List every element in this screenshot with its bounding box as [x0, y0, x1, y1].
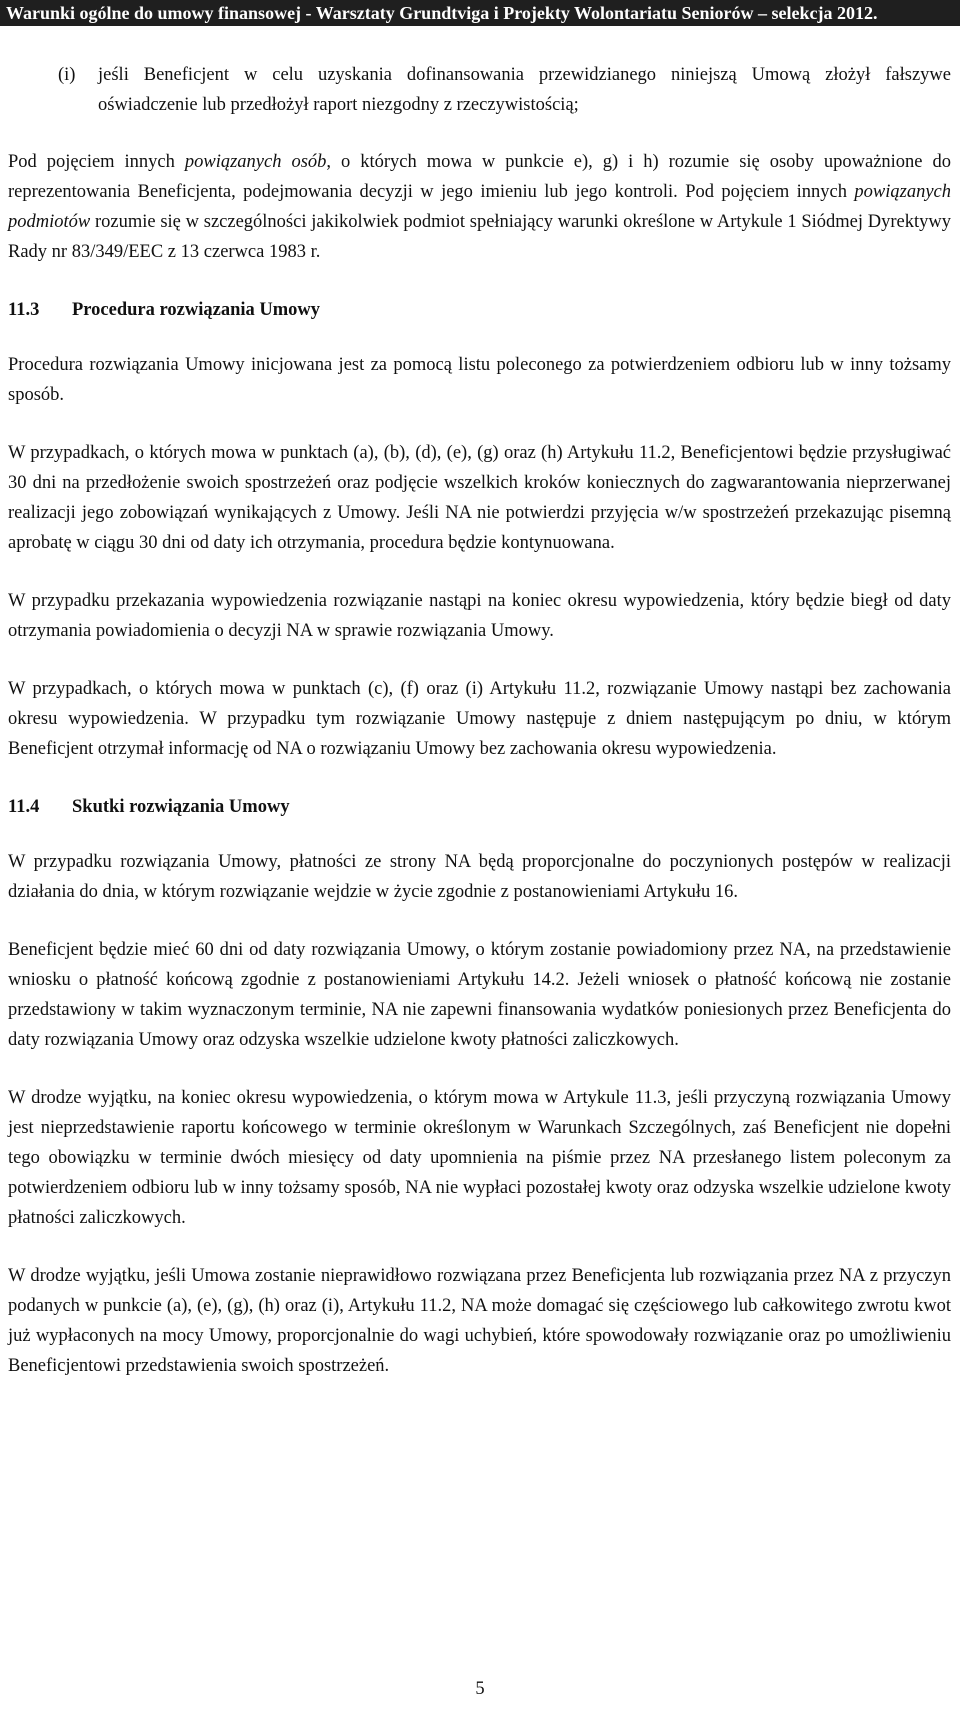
paragraph: Beneficjent będzie mieć 60 dni od daty rozwiązania Umowy, o którym zostanie powiadomiony przez NA, na przedstawienie wniosku o płatność końcową zgodnie z postanowieniami Artykułu 14.2. Jeżeli wniosek o płatność końcową nie zostanie przedstawiony w takim wyznaczonym terminie, NA nie zapewni finansowania wydatków poniesionych przez Beneficjenta do daty rozwiązania Umowy oraz odzyska wszelkie udzielone kwoty płatności zaliczkowych. [8, 940, 951, 1050]
section-title: Skutki rozwiązania Umowy [72, 797, 290, 817]
text-run: , o których mowa w punkcie e), g) i h) rozumie się osoby upoważnione do reprezentowania Beneficjenta, podejmowania decyzji w jego imieniu lub jego kontroli. Pod pojęciem innych [8, 152, 951, 202]
running-header-title: Warunki ogólne do umowy finansowej - Warsztaty Grundtviga i Projekty Wolontariatu Seniorów – selekcja 2012. [6, 3, 878, 23]
paragraph: Procedura rozwiązania Umowy inicjowana jest za pomocą listu poleconego za potwierdzeniem odbioru lub w inny tożsamy sposób. [8, 355, 951, 405]
section-heading-11-3 [8, 295, 951, 325]
italic-term-related-persons: powiązanych osób [184, 152, 327, 172]
italic-term-related-entities: powiązanych podmiotów [8, 182, 951, 232]
section-number: 11.4 [8, 797, 40, 817]
section-heading-11-4 [8, 792, 951, 822]
text-run: rozumie się w szczególności jakikolwiek podmiot spełniający warunki określone w Artykule 1 Siódmej Dyrektywy Rady nr 83/349/EEC z 13 czerwca 1983 r. [8, 212, 951, 262]
paragraph: W przypadku przekazania wypowiedzenia rozwiązanie nastąpi na koniec okresu wypowiedzenia, który będzie biegł od daty otrzymania powiadomienia o decyzji NA w sprawie rozwiązania Umowy. [8, 591, 951, 641]
paragraph: W przypadku rozwiązania Umowy, płatności ze strony NA będą proporcjonalne do poczynionych postępów w realizacji działania do dnia, w którym rozwiązanie wejdzie w życie zgodnie z postanowieniami Artykułu 16. [8, 852, 951, 902]
section-title: Procedura rozwiązania Umowy [72, 300, 320, 320]
document-body [8, 60, 951, 1409]
paragraph: W drodze wyjątku, jeśli Umowa zostanie nieprawidłowo rozwiązana przez Beneficjenta lub rozwiązania przez NA z przyczyn podanych w punkcie (a), (e), (g), (h) oraz (i), Artykułu 11.2, NA może domagać się częściowego lub całkowitego zwrotu kwot już wypłaconych na mocy Umowy, proporcjonalnie do wagi uchybień, które spowodowały rozwiązanie oraz po umożliwieniu Beneficjentowi przedstawienia swoich spostrzeżeń. [8, 1266, 951, 1376]
list-item-text: jeśli Beneficjent w celu uzyskania dofinansowania przewidzianego niniejszą Umową złożył fałszywe oświadczenie lub przedłożył raport niezgodny z rzeczywistością; [98, 65, 951, 115]
paragraph: W przypadkach, o których mowa w punktach (c), (f) oraz (i) Artykułu 11.2, rozwiązanie Umowy nastąpi bez zachowania okresu wypowiedzenia. W przypadku tym rozwiązanie Umowy następuje z dniem następującym po dniu, w którym Beneficjent otrzymał informację od NA o rozwiązaniu Umowy bez zachowania okresu wypowiedzenia. [8, 679, 951, 759]
paragraph: W przypadkach, o których mowa w punktach (a), (b), (d), (e), (g) oraz (h) Artykułu 11.2, Beneficjentowi będzie przysługiwać 30 dni na przedłożenie swoich spostrzeżeń oraz podjęcie wszelkich kroków koniecznych do zagwarantowania nieprzerwanej realizacji jego zobowiązań wynikających z Umowy. Jeśli NA nie potwierdzi przyjęcia w/w spostrzeżeń przekazując pisemną aprobatę w ciągu 30 dni od daty ich otrzymania, procedura będzie kontynuowana. [8, 443, 951, 553]
page-number: 5 [475, 1679, 485, 1699]
text-run: Pod pojęciem innych [8, 152, 185, 172]
list-item-i [8, 60, 951, 120]
document-running-header [0, 0, 960, 26]
paragraph-related-persons [8, 147, 951, 267]
paragraph: W drodze wyjątku, na koniec okresu wypowiedzenia, o którym mowa w Artykule 11.3, jeśli przyczyną rozwiązania Umowy jest nieprzedstawienie raportu końcowego w terminie określonym w Warunkach Szczególnych, zaś Beneficjent nie dopełni tego obowiązku w terminie dwóch miesięcy od daty upomnienia na piśmie przez NA przesłanego listem poleconym za potwierdzeniem odbioru lub w inny tożsamy sposób, NA nie wypłaci pozostałej kwoty oraz odzyska wszelkie udzielone kwoty płatności zaliczkowych. [8, 1088, 951, 1228]
section-number: 11.3 [8, 300, 40, 320]
list-marker: (i) [58, 65, 76, 85]
